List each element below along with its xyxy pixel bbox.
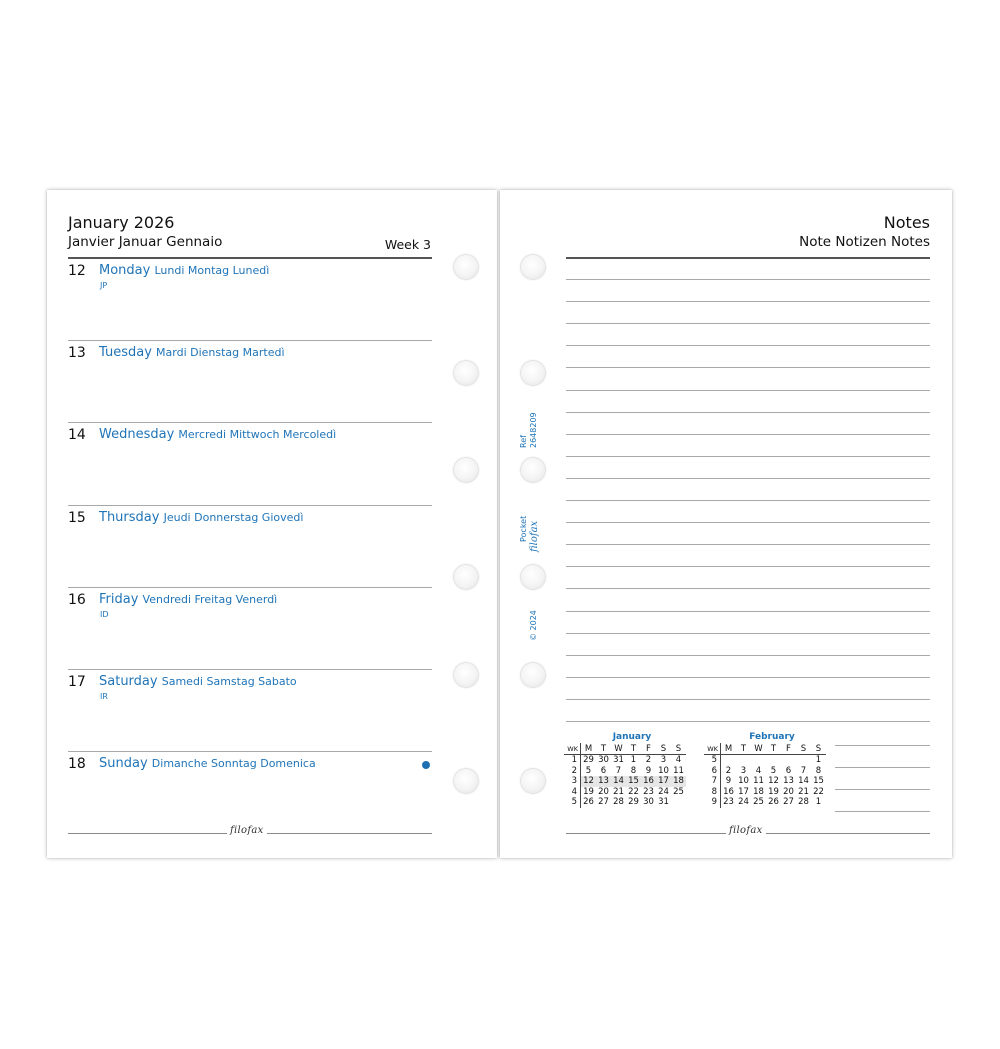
calendar-day: 25 <box>753 797 764 808</box>
weekday-header: M <box>581 743 597 755</box>
side-note-line <box>835 811 930 812</box>
side-size-label: Pocket <box>519 515 528 542</box>
calendar-day: 19 <box>583 786 594 797</box>
calendar-day: 24 <box>658 786 669 797</box>
ring-hole <box>521 361 545 385</box>
note-line <box>566 699 930 700</box>
calendar-day: 11 <box>753 776 764 787</box>
day-name: Sunday Dimanche Sonntag Domenica <box>99 756 316 771</box>
week-number: 1 <box>564 755 581 766</box>
weekday-header: S <box>796 743 811 755</box>
note-line <box>566 677 930 678</box>
calendar-week-row <box>704 755 826 766</box>
day-divider <box>68 669 432 670</box>
ring-hole <box>454 255 478 279</box>
calendar-day: 24 <box>738 797 749 808</box>
day-number: 15 <box>68 510 86 526</box>
side-note-line <box>835 745 930 746</box>
calendar-day: 23 <box>723 797 734 808</box>
day-holiday-note: IR <box>100 692 108 701</box>
calendar-day: 10 <box>738 776 749 787</box>
note-line <box>566 721 930 722</box>
day-name: Saturday Samedi Samstag Sabato <box>99 674 297 689</box>
note-line <box>566 279 930 280</box>
weekday-header: F <box>641 743 656 755</box>
calendar-day <box>721 755 737 766</box>
ring-hole <box>521 255 545 279</box>
ring-hole <box>454 769 478 793</box>
calendar-day: 5 <box>770 765 777 776</box>
calendar-day: 2 <box>725 765 732 776</box>
week-number: 7 <box>704 776 721 787</box>
calendar-day: 28 <box>798 797 809 808</box>
ring-hole <box>521 663 545 687</box>
calendar-day: 13 <box>783 776 794 787</box>
calendar-day: 13 <box>596 776 611 787</box>
calendar-day: 6 <box>785 765 792 776</box>
calendar-day: 20 <box>598 786 609 797</box>
calendar-header-row <box>564 743 686 755</box>
calendar-day: 17 <box>656 776 671 787</box>
calendar-day: 15 <box>626 776 641 787</box>
note-line <box>566 655 930 656</box>
calendar-day: 17 <box>738 786 749 797</box>
calendar-day: 1 <box>815 755 822 766</box>
weekday-header: S <box>811 743 826 755</box>
ring-hole <box>454 458 478 482</box>
day-holiday-note: JP <box>100 281 108 290</box>
week-label: Week 3 <box>384 237 431 252</box>
calendar-week-row <box>564 776 686 787</box>
weekday-header: T <box>766 743 781 755</box>
calendar-day: 12 <box>768 776 779 787</box>
ring-hole <box>454 361 478 385</box>
side-ref-code: 2648209 <box>529 412 538 448</box>
weekday-header: T <box>626 743 641 755</box>
day-divider <box>68 751 432 752</box>
day-name: Friday Vendredi Freitag Venerdì <box>99 592 278 607</box>
weekday-header: S <box>656 743 671 755</box>
calendar-day: 25 <box>673 786 684 797</box>
day-number: 16 <box>68 592 86 608</box>
calendar-day: 26 <box>768 797 779 808</box>
ring-hole <box>454 663 478 687</box>
mini-calendar-january <box>564 732 686 808</box>
day-name: Thursday Jeudi Donnerstag Giovedì <box>99 510 304 525</box>
calendar-day: 22 <box>628 786 639 797</box>
day-name: Tuesday Mardi Dienstag Martedì <box>99 345 285 360</box>
note-line <box>566 323 930 324</box>
calendar-day: 18 <box>671 776 686 787</box>
right-page-notes <box>500 190 952 858</box>
calendar-day: 20 <box>783 786 794 797</box>
weekday-header: S <box>671 743 686 755</box>
calendar-week-row <box>564 787 686 798</box>
calendar-week-row <box>564 755 686 766</box>
week-number: 2 <box>564 766 581 777</box>
calendar-day: 26 <box>583 797 594 808</box>
week-number: 5 <box>564 797 581 808</box>
week-number: 8 <box>704 787 721 798</box>
calendar-week-row <box>704 776 826 787</box>
week-number: 3 <box>564 776 581 787</box>
calendar-day <box>671 797 686 808</box>
calendar-day: 30 <box>598 755 609 766</box>
note-line <box>566 390 930 391</box>
calendar-day: 4 <box>675 755 682 766</box>
week-number: 5 <box>704 755 721 766</box>
filofax-logo: filofax <box>726 825 766 836</box>
calendar-grid <box>564 743 686 808</box>
calendar-day: 1 <box>815 797 822 808</box>
calendar-day: 29 <box>628 797 639 808</box>
calendar-day: 27 <box>598 797 609 808</box>
day-name: Monday Lundi Montag Lunedì <box>99 263 270 278</box>
calendar-day: 10 <box>658 765 669 776</box>
calendar-day: 7 <box>800 765 807 776</box>
calendar-day: 6 <box>600 765 607 776</box>
header-rule <box>566 257 930 259</box>
calendar-day: 29 <box>583 755 594 766</box>
calendar-day: 8 <box>815 765 822 776</box>
calendar-day: 8 <box>630 765 637 776</box>
calendar-day: 3 <box>740 765 747 776</box>
side-ref-label: Ref <box>519 435 528 448</box>
month-translations: Janvier Januar Gennaio <box>68 234 223 250</box>
note-line <box>566 633 930 634</box>
calendar-day: 23 <box>643 786 654 797</box>
month-title: January 2026 <box>68 213 175 232</box>
calendar-day: 9 <box>645 765 652 776</box>
calendar-day <box>796 755 811 766</box>
ring-hole <box>521 769 545 793</box>
week-number: 9 <box>704 797 721 808</box>
note-line <box>566 588 930 589</box>
day-number: 14 <box>68 427 86 443</box>
note-line <box>566 412 930 413</box>
note-line <box>566 456 930 457</box>
calendar-month-title: February <box>749 732 795 742</box>
day-divider <box>68 422 432 423</box>
calendar-day: 31 <box>613 755 624 766</box>
side-brand-logo: filofax <box>529 520 540 552</box>
calendar-day: 9 <box>725 776 732 787</box>
calendar-day <box>736 755 751 766</box>
day-name: Wednesday Mercredi Mittwoch Mercoledì <box>99 427 337 442</box>
day-divider <box>68 340 432 341</box>
calendar-day: 11 <box>673 765 684 776</box>
calendar-month-title: January <box>612 732 652 742</box>
calendar-week-row <box>564 766 686 777</box>
calendar-day: 30 <box>643 797 654 808</box>
week-number-header: WK <box>704 743 721 755</box>
side-note-line <box>835 767 930 768</box>
note-line <box>566 478 930 479</box>
note-line <box>566 544 930 545</box>
calendar-week-row <box>704 797 826 808</box>
day-divider <box>68 587 432 588</box>
note-line <box>566 611 930 612</box>
ring-hole <box>521 565 545 589</box>
day-divider <box>68 505 432 506</box>
calendar-day: 19 <box>768 786 779 797</box>
note-line <box>566 522 930 523</box>
note-line <box>566 500 930 501</box>
side-note-line <box>835 789 930 790</box>
side-copyright: © 2024 <box>529 610 538 641</box>
note-line <box>566 434 930 435</box>
weekday-header: W <box>751 743 766 755</box>
calendar-header-row <box>704 743 826 755</box>
moon-phase-icon <box>422 761 430 769</box>
calendar-week-row <box>704 766 826 777</box>
notes-subtitle: Note Notizen Notes <box>799 234 930 250</box>
note-line <box>566 301 930 302</box>
filofax-logo: filofax <box>227 825 267 836</box>
calendar-day: 31 <box>658 797 669 808</box>
calendar-day <box>766 755 781 766</box>
day-number: 17 <box>68 674 86 690</box>
note-line <box>566 367 930 368</box>
calendar-week-row <box>564 797 686 808</box>
calendar-day: 18 <box>753 786 764 797</box>
calendar-day: 5 <box>585 765 592 776</box>
calendar-day: 28 <box>613 797 624 808</box>
calendar-day: 21 <box>798 786 809 797</box>
calendar-day: 22 <box>813 786 824 797</box>
calendar-day: 27 <box>783 797 794 808</box>
note-line <box>566 566 930 567</box>
calendar-day: 1 <box>630 755 637 766</box>
calendar-day: 16 <box>723 786 734 797</box>
calendar-day: 2 <box>645 755 652 766</box>
ring-hole <box>454 565 478 589</box>
weekday-header: F <box>781 743 796 755</box>
calendar-day: 7 <box>615 765 622 776</box>
day-number: 18 <box>68 756 86 772</box>
left-page-week-view <box>47 190 497 858</box>
weekday-header: W <box>611 743 626 755</box>
day-number: 13 <box>68 345 86 361</box>
mini-calendar-february <box>704 732 826 808</box>
calendar-day: 15 <box>813 776 824 787</box>
week-number-header: WK <box>564 743 581 755</box>
day-holiday-note: ID <box>100 610 109 619</box>
ring-hole <box>521 458 545 482</box>
weekday-header: T <box>736 743 751 755</box>
calendar-day: 16 <box>641 776 656 787</box>
calendar-day: 14 <box>611 776 626 787</box>
calendar-day: 21 <box>613 786 624 797</box>
weekday-header: T <box>596 743 611 755</box>
notes-title: Notes <box>883 213 930 232</box>
header-rule <box>68 257 432 259</box>
calendar-day: 14 <box>798 776 809 787</box>
calendar-day: 3 <box>660 755 667 766</box>
note-line <box>566 345 930 346</box>
calendar-day: 12 <box>581 776 597 787</box>
week-number: 6 <box>704 766 721 777</box>
calendar-week-row <box>704 787 826 798</box>
day-number: 12 <box>68 263 86 279</box>
calendar-day <box>751 755 766 766</box>
calendar-day: 4 <box>755 765 762 776</box>
calendar-day <box>781 755 796 766</box>
calendar-grid <box>704 743 826 808</box>
week-number: 4 <box>564 787 581 798</box>
weekday-header: M <box>721 743 737 755</box>
